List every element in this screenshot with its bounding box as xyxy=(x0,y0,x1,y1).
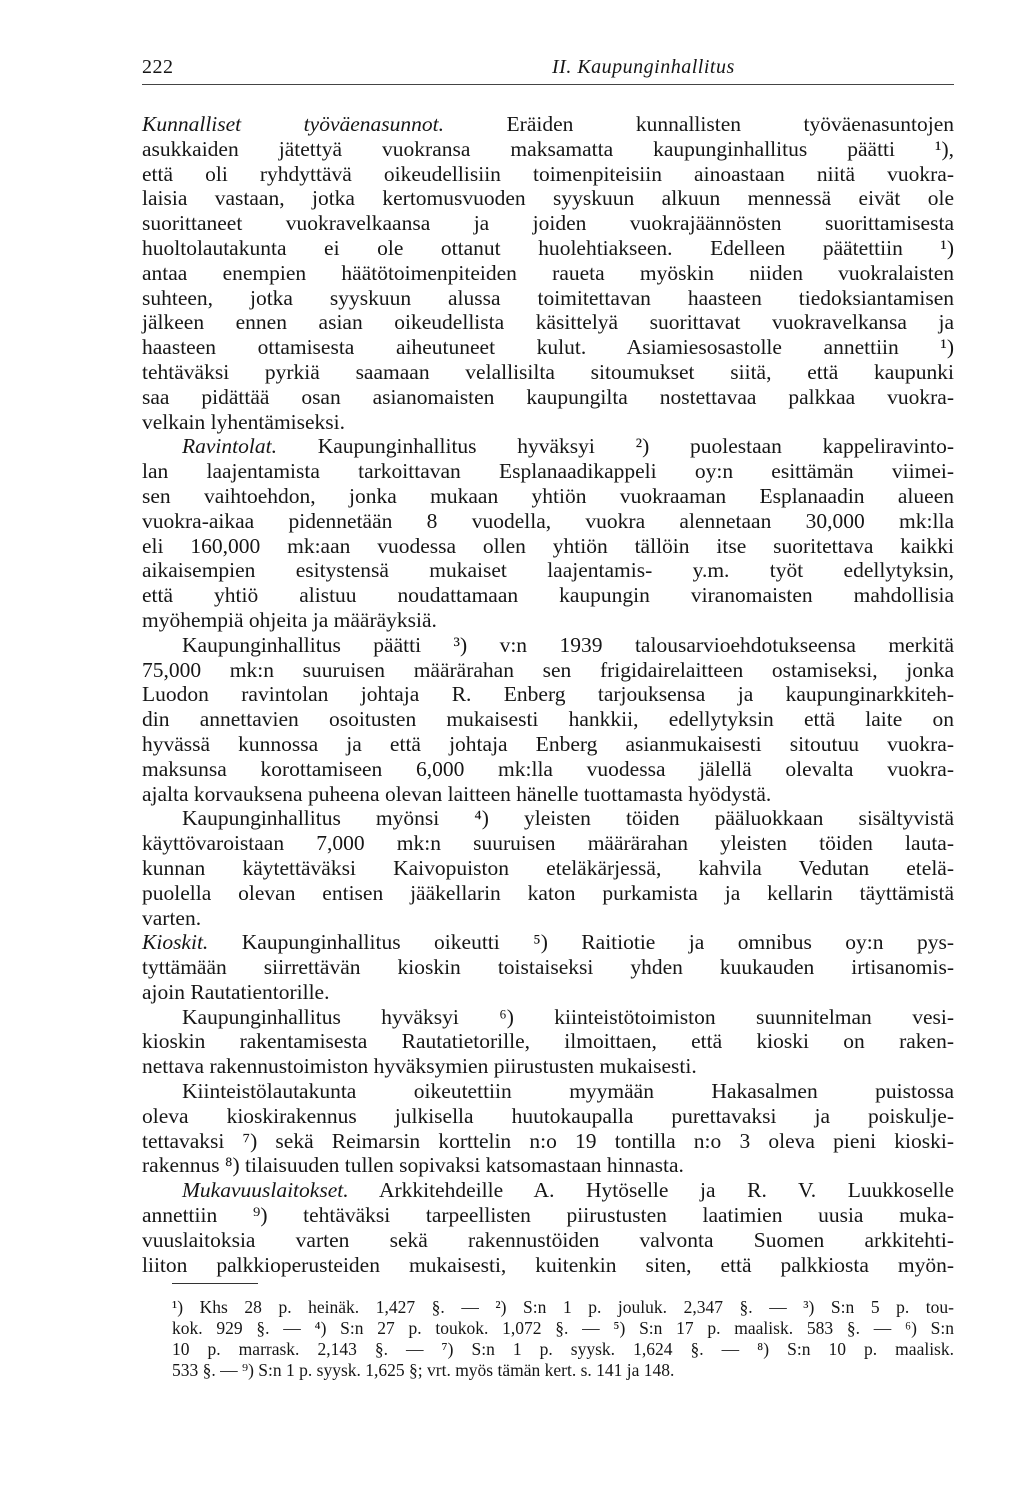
body-text xyxy=(142,112,954,1277)
text-line: vuokra-aikaa pidennetään 8 vuodella, vuokra alennetaan 30,000 mk:lla xyxy=(142,508,954,533)
footnotes xyxy=(172,1297,954,1381)
text-line: tehtäväksi pyrkiä saamaan velallisilta sitoumukset siitä, että kaupunki xyxy=(142,359,954,384)
text-line: din annettavien osoitusten mukaisesti hankkii, edellytyksin että laite on xyxy=(142,707,954,732)
text-line: Ravintolat. Kaupunginhallitus hyväksyi ²) puolestaan kappeliravinto- xyxy=(182,434,954,459)
text-line: Luodon ravintolan johtaja R. Enberg tarjouksensa ja kaupunginarkkiteh- xyxy=(142,682,954,707)
text-line: suorittaneet vuokravelkaansa ja joiden vuokrajäännösten suorittamisesta xyxy=(142,211,954,236)
text-line: Kiinteistölautakunta oikeutettiin myymään Hakasalmen puistossa xyxy=(182,1079,954,1104)
text-line: että oli ryhdyttävä oikeudellisiin toimenpiteisiin ainoastaan niitä vuokra- xyxy=(142,161,954,186)
text-line: jälkeen ennen asian oikeudellista käsittelyä suorittavat vuokravelkansa ja xyxy=(142,310,954,335)
section-heading: Kioskit. xyxy=(142,930,209,955)
running-head: II. Kaupunginhallitus xyxy=(552,56,735,78)
text-line: että yhtiö alistuu noudattamaan kaupungin viranomaisten mahdollisia xyxy=(142,583,954,608)
footnote-divider xyxy=(172,1283,258,1284)
text-line: hyvässä kunnossa ja että johtaja Enberg asianmukaisesti sitoutuu vuokra- xyxy=(142,731,954,756)
text-line: laisia vastaan, jotka kertomusvuoden syyskuun alkuun mennessä eivät ole xyxy=(142,186,954,211)
text-line: Kaupunginhallitus hyväksyi ⁶) kiinteistötoimiston suunnitelman vesi- xyxy=(182,1004,954,1029)
text-line: huoltolautakunta ei ole ottanut huolehtiakseen. Edelleen päätettiin ¹) xyxy=(142,235,954,260)
text-line: ajoin Rautatientorille. xyxy=(142,979,330,1004)
text-line: sen vaihtoehdon, jonka mukaan yhtiön vuokraaman Esplanaadin alueen xyxy=(142,483,954,508)
text-line: ajalta korvauksena puheena olevan laitteen hänelle tuottamasta hyödystä. xyxy=(142,781,772,806)
text-line: kioskin rakentamisesta Rautatietorille, ilmoittaen, että kioski on raken- xyxy=(142,1029,954,1054)
page-header xyxy=(142,54,954,85)
footnote-line: kok. 929 §. — ⁴) S:n 27 p. toukok. 1,072 §. — ⁵) S:n 17 p. maalisk. 583 §. — ⁶) S:n xyxy=(172,1318,954,1338)
text-line: tyttämään siirrettävän kioskin toistaiseksi yhden kuukauden irtisanomis- xyxy=(142,955,954,980)
footnote-line: 10 p. marrask. 2,143 §. — ⁷) S:n 1 p. syysk. 1,624 §. — ⁸) S:n 10 p. maalisk. xyxy=(172,1339,954,1359)
text-line: lan laajentamista tarkoittavan Esplanaadikappeli oy:n esittämän viimei- xyxy=(142,459,954,484)
text-line: Kaupunginhallitus myönsi ⁴) yleisten töiden pääluokkaan sisältyvistä xyxy=(182,806,954,831)
text-line: oleva kioskirakennus julkisella huutokaupalla purettavaksi ja poiskulje- xyxy=(142,1103,954,1128)
text-line: käyttövaroistaan 7,000 mk:n suuruisen määrärahan yleisten töiden lauta- xyxy=(142,831,954,856)
footnote-line: ¹) Khs 28 p. heinäk. 1,427 §. — ²) S:n 1 p. jouluk. 2,347 §. — ³) S:n 5 p. tou- xyxy=(172,1297,954,1317)
text-line: aikaisempien esitystensä mukaiset laajentamis- y.m. työt edellytyksin, xyxy=(142,558,954,583)
section-heading: Ravintolat. xyxy=(182,434,277,459)
section-heading: Mukavuuslaitokset. xyxy=(182,1178,349,1203)
text-line: nettava rakennustoimiston hyväksymien piirustusten mukaisesti. xyxy=(142,1054,697,1079)
text-line: annettiin ⁹) tehtäväksi tarpeellisten piirustusten laatimien uusia muka- xyxy=(142,1203,954,1228)
text-line: Kaupunginhallitus päätti ³) v:n 1939 talousarvioehdotukseensa merkitä xyxy=(182,632,954,657)
text-line: suhteen, jotka syyskuun alussa toimitettavan haasteen tiedoksiantamisen xyxy=(142,285,954,310)
text-line: asukkaiden jätettyä vuokransa maksamatta kaupunginhallitus päätti ¹), xyxy=(142,136,954,161)
text-line: velkain lyhentämiseksi. xyxy=(142,409,346,434)
text-line: antaa enempien häätötoimenpiteiden raueta myöskin niiden vuokralaisten xyxy=(142,260,954,285)
text-line: puolella olevan entisen jääkellarin katon purkamista ja kellarin täyttämistä xyxy=(142,880,954,905)
text-line: rakennus ⁸) tilaisuuden tullen sopivaksi katsomastaan hinnasta. xyxy=(142,1153,684,1178)
text-line: vuuslaitoksia varten sekä rakennustöiden valvonta Suomen arkkitehti- xyxy=(142,1227,954,1252)
section-heading: Kunnalliset työväenasunnot. xyxy=(142,112,444,136)
text-line: saa pidättää osan asianomaisten kaupungilta nostettavaa palkkaa vuokra- xyxy=(142,384,954,409)
text-line: haasteen ottamisesta aiheutuneet kulut. Asiamiesosastolle annettiin ¹) xyxy=(142,335,954,360)
text-line: eli 160,000 mk:aan vuodessa ollen yhtiön tällöin itse suoritettava kaikki xyxy=(142,533,954,558)
text-line: liiton palkkioperusteiden mukaisesti, kuitenkin siten, että palkkiosta myön- xyxy=(142,1252,954,1277)
text-line: kunnan käytettäväksi Kaivopuiston eteläkärjessä, kahvila Vedutan etelä- xyxy=(142,855,954,880)
text-line: maksunsa korottamiseen 6,000 mk:lla vuodessa jälellä olevalta vuokra- xyxy=(142,756,954,781)
text-line: Mukavuuslaitokset. Arkkitehdeille A. Hytöselle ja R. V. Luukkoselle xyxy=(182,1178,954,1203)
footnote-line: 533 §. — ⁹) S:n 1 p. syysk. 1,625 §; vrt. myös tämän kert. s. 141 ja 148. xyxy=(172,1360,675,1380)
text-line: 75,000 mk:n suuruisen määrärahan sen frigidairelaitteen ostamiseksi, jonka xyxy=(142,657,954,682)
text-line: myöhempiä ohjeita ja määräyksiä. xyxy=(142,607,437,632)
text-line: tettavaksi ⁷) sekä Reimarsin korttelin n:o 19 tontilla n:o 3 oleva pieni kioski- xyxy=(142,1128,954,1153)
text-line: Kunnalliset työväenasunnot. Eräiden kunnallisten työväenasuntojen xyxy=(142,112,954,136)
page-number: 222 xyxy=(142,56,174,78)
text-line: varten. xyxy=(142,905,202,930)
text-line: Kioskit. Kaupunginhallitus oikeutti ⁵) Raitiotie ja omnibus oy:n pys- xyxy=(142,930,954,955)
